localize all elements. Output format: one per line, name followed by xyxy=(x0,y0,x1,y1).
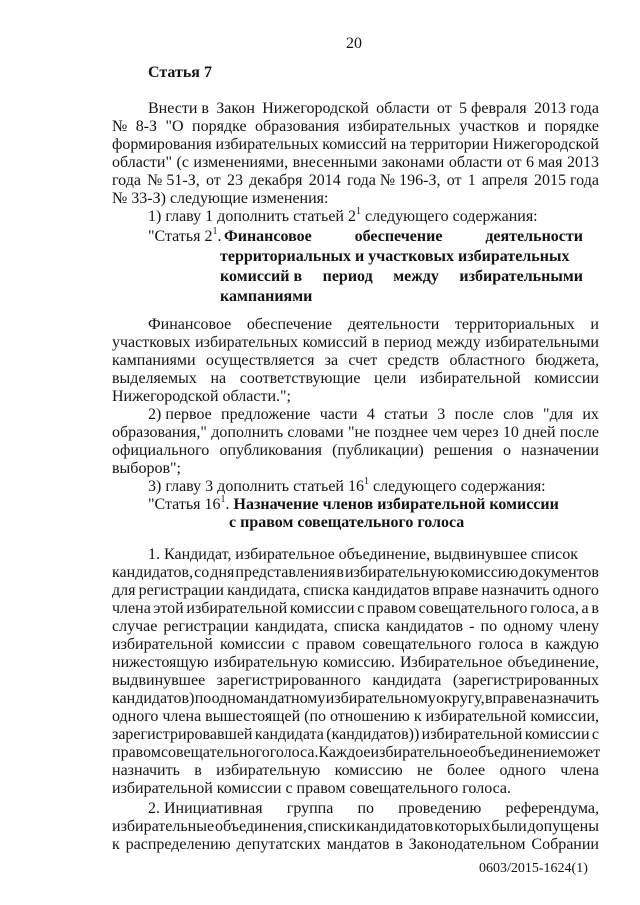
word: не xyxy=(417,762,433,779)
candidate-line xyxy=(112,762,599,780)
item-1-text-end: следующего содержания: xyxy=(361,208,538,225)
word: совещательного xyxy=(362,636,472,653)
word: после xyxy=(454,406,494,423)
word: комиссии xyxy=(220,636,285,653)
word: (публикации) xyxy=(332,442,424,459)
word: изменениями, xyxy=(193,154,289,171)
word: дня xyxy=(210,564,235,581)
word: их xyxy=(582,406,599,423)
intro-line xyxy=(148,100,599,118)
word: избирательных xyxy=(347,118,451,135)
word: официального xyxy=(112,442,210,459)
word: список xyxy=(530,546,578,563)
word: в xyxy=(591,600,599,617)
word: через xyxy=(461,424,499,441)
candidate-line xyxy=(112,600,599,618)
word: назначить xyxy=(481,582,550,599)
candidate-line xyxy=(112,708,599,726)
word: Нижегородской xyxy=(492,136,599,153)
word: зарегистрированного xyxy=(216,672,361,689)
word: о xyxy=(502,442,511,459)
word: № 51-З, xyxy=(147,172,200,189)
financing-line: Нижегородской области."; xyxy=(112,388,291,405)
word: (с xyxy=(176,154,189,171)
word: за xyxy=(324,352,339,369)
word: 4 xyxy=(366,406,375,423)
word: назначить xyxy=(531,690,599,707)
word: избирательных xyxy=(215,136,319,153)
article-2-1-title-line: кампаниями xyxy=(220,288,313,305)
word: Внести в xyxy=(148,100,209,117)
word: правом xyxy=(112,744,161,761)
word: деятельности xyxy=(347,316,440,333)
word: кандидатов xyxy=(385,618,464,635)
word: средств xyxy=(387,352,440,369)
word: выделяемых xyxy=(112,370,197,387)
word: 6 мая xyxy=(526,154,563,171)
word: кандидатов) xyxy=(112,690,195,707)
word: Финансовое xyxy=(148,316,232,333)
word: а xyxy=(581,600,589,617)
word: области" xyxy=(112,154,173,171)
word: члена xyxy=(560,762,599,779)
word: распределению xyxy=(125,836,231,853)
word: одного xyxy=(112,708,159,725)
word: Избирательное xyxy=(399,654,503,671)
word: избирательными xyxy=(485,334,599,351)
candidate-line xyxy=(112,744,599,762)
word: группа xyxy=(286,800,334,817)
word: кандидата, xyxy=(227,582,301,599)
word: 5 февраля xyxy=(459,100,527,117)
initiative-line xyxy=(112,818,599,836)
initiative-line xyxy=(112,836,599,854)
word: совещательного xyxy=(160,744,270,761)
article-16-1-heading: "Статья $16^1$. Назначение членов избирательной комиссии xyxy=(148,494,559,513)
word: с xyxy=(291,636,300,653)
candidate-line xyxy=(112,618,599,636)
word: которых xyxy=(434,818,491,835)
word: члена xyxy=(112,600,151,617)
word: избирательной xyxy=(425,708,527,725)
word: с xyxy=(591,726,599,743)
word: члену xyxy=(559,618,599,635)
word: комиссии xyxy=(289,600,355,617)
word: кандидатов, xyxy=(112,564,194,581)
word: Каждое xyxy=(318,744,371,761)
word: нижестоящую xyxy=(112,654,209,671)
word: каждую xyxy=(545,636,599,653)
word: случае xyxy=(112,618,158,635)
word: 2015 года xyxy=(534,172,599,189)
word: назначить xyxy=(112,762,180,779)
word: апреля xyxy=(481,172,528,189)
article-16-1-title-line: с правом совещательного голоса xyxy=(229,514,465,531)
word: к xyxy=(112,836,120,853)
item-3: 3) главу 3 дополнить статьей $16^1$ следующего содержания: xyxy=(148,476,546,495)
word: допущены xyxy=(527,818,599,835)
word: члена xyxy=(162,708,202,725)
initiative-line xyxy=(148,800,599,818)
word: избирательную xyxy=(216,762,321,779)
word: объединение, xyxy=(507,654,599,671)
word: декабря xyxy=(249,172,303,189)
financing-line xyxy=(112,334,599,352)
word: статьи xyxy=(384,406,428,423)
word: голоса, xyxy=(530,600,579,617)
word: Собрании xyxy=(531,836,599,853)
word: округу, xyxy=(436,690,485,707)
word: были xyxy=(491,818,527,835)
word: по xyxy=(194,690,212,707)
item-2-line: выборов"; xyxy=(112,460,181,477)
financing-line xyxy=(112,352,599,370)
candidate-line xyxy=(112,654,599,672)
word: "О xyxy=(165,118,184,135)
word: избирательные xyxy=(112,818,215,835)
word: территориальных xyxy=(454,316,575,333)
footer-document-code: 0603/2015-1624(1) xyxy=(479,861,588,876)
item-1 xyxy=(148,208,538,226)
word: позднее xyxy=(374,424,428,441)
word: бюджета, xyxy=(535,352,599,369)
word: избирательное xyxy=(235,546,335,563)
candidate-line: избирательной комиссии с правом совещательного голоса. xyxy=(112,780,511,797)
word: избирательной xyxy=(419,370,521,387)
candidate-line xyxy=(148,546,578,564)
word: период xyxy=(383,334,432,351)
word: - xyxy=(469,618,475,635)
word: в xyxy=(336,564,344,581)
word: объединение, xyxy=(338,546,431,563)
word: законами xyxy=(381,154,445,171)
word: выдвинувшее xyxy=(433,546,528,563)
word: года № 196-З, xyxy=(346,172,441,189)
word: области xyxy=(376,100,430,117)
word: кандидатов xyxy=(356,818,434,835)
intro-line xyxy=(112,154,599,172)
word: избирательной xyxy=(421,726,523,743)
word: может xyxy=(557,744,601,761)
word: избирательной xyxy=(112,636,213,653)
item-2-line xyxy=(112,442,599,460)
word: обеспечение xyxy=(246,316,333,333)
word: и xyxy=(527,118,537,135)
word: Финансовое xyxy=(224,228,312,245)
word: регистрации xyxy=(163,618,249,635)
word: одному xyxy=(503,618,554,635)
candidate-line xyxy=(112,636,599,654)
word: кандидата, xyxy=(254,618,328,635)
word: словами xyxy=(287,424,344,441)
word: одного xyxy=(499,762,546,779)
word: деятельности xyxy=(485,228,583,245)
word: избирательными xyxy=(459,268,583,285)
word: со xyxy=(194,564,210,581)
word: 23 xyxy=(226,172,243,189)
word: комиссию. xyxy=(322,654,395,671)
word: списки xyxy=(307,818,356,835)
word: осуществляется xyxy=(205,352,315,369)
word: дней xyxy=(523,424,556,441)
candidate-line xyxy=(112,582,599,600)
word: назначении xyxy=(521,442,599,459)
word: избирательную xyxy=(213,654,318,671)
word: решения xyxy=(433,442,493,459)
page-number: 20 xyxy=(346,35,362,52)
word: Нижегородской xyxy=(262,100,369,117)
word: между xyxy=(393,268,439,285)
word: (кандидатов)) xyxy=(326,726,420,743)
word: списка xyxy=(333,618,380,635)
word: комиссий xyxy=(322,136,387,153)
word: опубликования xyxy=(219,442,322,459)
word: участковых xyxy=(112,334,191,351)
word: зарегистрировавшей xyxy=(112,726,253,743)
word: отношению xyxy=(330,708,410,725)
word: комиссии xyxy=(534,370,599,387)
item-1-sup: 1 xyxy=(356,206,361,217)
word: порядке xyxy=(192,118,247,135)
word: 2) первое xyxy=(148,406,212,423)
word: правом xyxy=(367,600,416,617)
word: участков xyxy=(459,118,520,135)
word: "для xyxy=(543,406,574,423)
candidate-line xyxy=(112,690,599,708)
word: представления xyxy=(235,564,336,581)
word: на xyxy=(390,136,407,153)
word: объединение xyxy=(470,744,558,761)
word: кампаниями xyxy=(112,352,196,369)
intro-line xyxy=(112,172,599,190)
article-2-1-title-line xyxy=(224,228,583,246)
word: 2013 года xyxy=(533,100,599,117)
word: года xyxy=(112,172,141,189)
word: по xyxy=(480,618,498,635)
word: части xyxy=(319,406,358,423)
word: более xyxy=(447,762,486,779)
word: одномандатному xyxy=(211,690,326,707)
word: по xyxy=(357,800,375,817)
word: депутатских xyxy=(236,836,321,853)
word: Закон xyxy=(216,100,255,117)
intro-line: № 33-З) следующие изменения: xyxy=(112,190,329,207)
word: одного xyxy=(552,582,599,599)
word: вышестоящей xyxy=(205,708,301,725)
word: выдвинувшее xyxy=(112,672,206,689)
article-16-1-title-line: Назначение членов избирательной комиссии xyxy=(233,496,559,513)
word: 2013 xyxy=(566,154,599,171)
word: документов xyxy=(519,564,599,581)
word: образования xyxy=(255,118,340,135)
article-2-1-prefix: "Статья $2^1$. xyxy=(148,226,222,245)
word: счет xyxy=(348,352,378,369)
word: от xyxy=(446,172,462,189)
word: с xyxy=(357,600,365,617)
item-2-line xyxy=(112,424,599,442)
word: внесенными xyxy=(292,154,378,171)
word: (зарегистрированных xyxy=(452,672,599,689)
word: в xyxy=(395,836,403,853)
word: обеспечение xyxy=(354,228,443,245)
word: для xyxy=(112,582,136,599)
word: в xyxy=(371,334,380,351)
word: комиссии, xyxy=(530,708,599,725)
financing-line xyxy=(112,370,599,388)
word: от xyxy=(506,154,522,171)
intro-line xyxy=(112,118,599,136)
word: образования," xyxy=(112,424,207,441)
word: на xyxy=(210,370,227,387)
candidate-line xyxy=(112,726,599,744)
item-1-text: 1) главу 1 дополнить статьей 2 xyxy=(148,208,356,225)
word: области xyxy=(448,154,503,171)
word: 8-З xyxy=(135,118,158,135)
word: 1 xyxy=(467,172,476,189)
word: и xyxy=(590,316,599,333)
word: этой xyxy=(153,600,184,617)
word: списка xyxy=(303,582,350,599)
word: комиссий xyxy=(302,334,368,351)
word: от xyxy=(205,172,221,189)
word: областного xyxy=(449,352,526,369)
word: после xyxy=(559,424,599,441)
word: между xyxy=(436,334,481,351)
word: соответствующие xyxy=(239,370,361,387)
intro-line xyxy=(112,136,599,154)
financing-line xyxy=(148,316,599,334)
word: мандатов xyxy=(326,836,390,853)
word: Законодательном xyxy=(408,836,526,853)
word: кандидатов xyxy=(352,582,430,599)
word: регистрации xyxy=(138,582,224,599)
word: комиссии xyxy=(524,726,590,743)
word: избирательных xyxy=(195,334,299,351)
word: № xyxy=(112,118,128,135)
word: предложение xyxy=(221,406,311,423)
word: слов xyxy=(503,406,534,423)
word: совещательного xyxy=(418,600,528,617)
word: кандидата xyxy=(372,672,442,689)
word: 10 xyxy=(502,424,519,441)
word: кандидата xyxy=(254,726,324,743)
word: вправе xyxy=(484,690,531,707)
word: в xyxy=(530,636,538,653)
word: 2. Инициативная xyxy=(148,800,263,817)
word: голоса xyxy=(478,636,524,653)
article-2-1-title-line: территориальных и участковых избирательных xyxy=(220,248,570,265)
word: избирательное xyxy=(370,744,471,761)
word: комиссию xyxy=(334,762,403,779)
word: избирательному xyxy=(325,690,436,707)
word: (по xyxy=(304,708,327,725)
word: комиссию xyxy=(450,564,519,581)
word: 2014 xyxy=(308,172,341,189)
word: порядке xyxy=(544,118,599,135)
word: формирования xyxy=(112,136,212,153)
item-2-line xyxy=(148,406,599,424)
word: избирательной xyxy=(186,600,288,617)
word: "не xyxy=(347,424,371,441)
word: чем xyxy=(432,424,458,441)
word: период xyxy=(322,268,373,285)
article-title: Статья 7 xyxy=(148,64,212,81)
word: избирательную xyxy=(345,564,450,581)
word: цели xyxy=(374,370,407,387)
word: объединения, xyxy=(214,818,307,835)
word: от xyxy=(436,100,452,117)
word: вправе xyxy=(432,582,479,599)
word: в xyxy=(194,762,202,779)
word: дополнить xyxy=(211,424,284,441)
word: территории xyxy=(410,136,489,153)
word: комиссий в xyxy=(220,268,303,285)
word: референдума, xyxy=(505,800,599,817)
word: проведению xyxy=(398,800,482,817)
word: 3 xyxy=(437,406,446,423)
word: голоса. xyxy=(269,744,319,761)
word: правом xyxy=(306,636,356,653)
candidate-line xyxy=(112,672,599,690)
word: к xyxy=(413,708,422,725)
candidate-line xyxy=(112,564,599,582)
word: 1. Кандидат, xyxy=(148,546,232,563)
article-2-1-title-line xyxy=(220,268,583,286)
